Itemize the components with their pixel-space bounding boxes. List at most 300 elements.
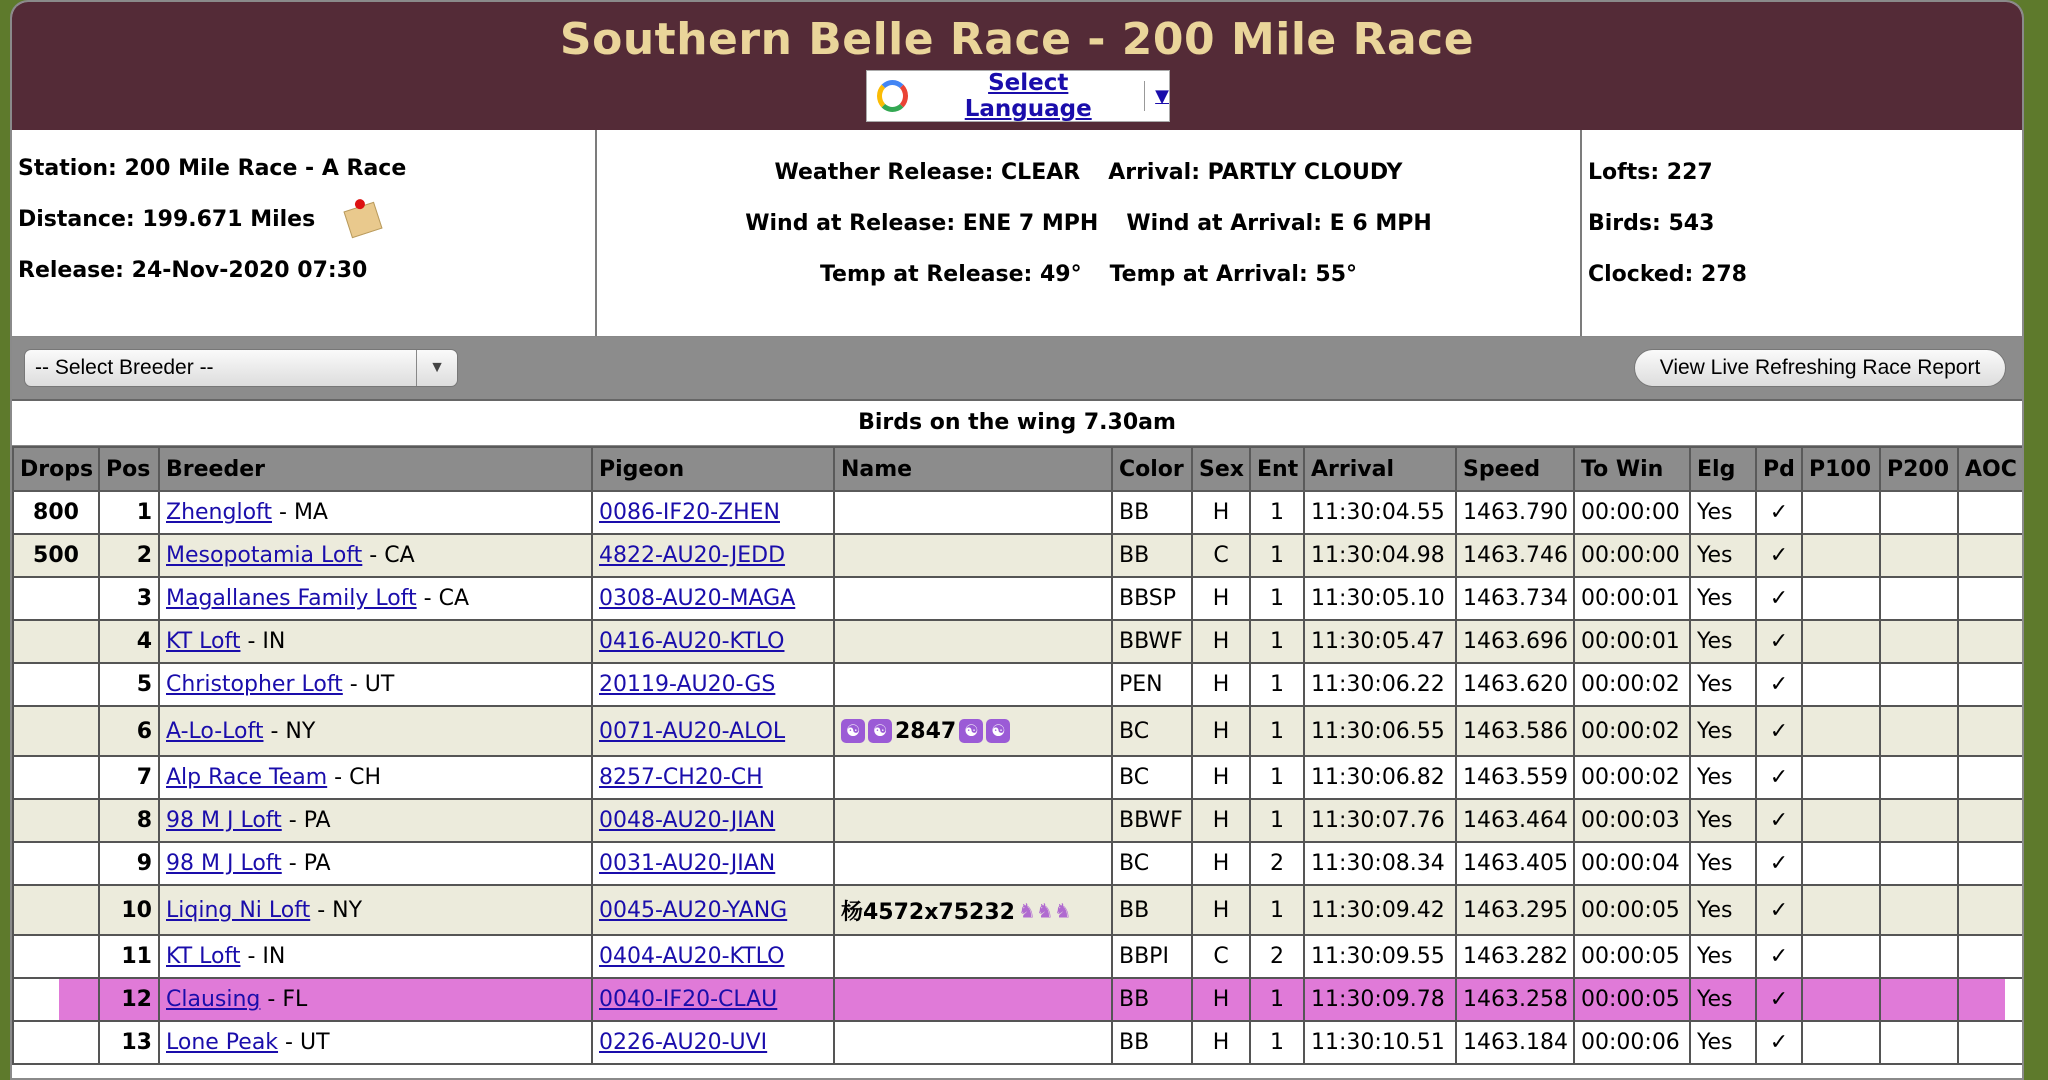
cell-speed: 1463.790 [1456,491,1574,534]
yin-yang-icon: ☯ [986,719,1010,743]
table-row [13,534,2023,577]
distance-label: Distance: 199.671 Miles [18,207,316,232]
table-row [13,756,2023,799]
yin-yang-icon: ☯ [841,719,865,743]
col-to-win[interactable]: To Win [1574,447,1690,491]
cell-sex: H [1192,756,1250,799]
temp-row [597,256,1580,307]
temp-arrival: Temp at Arrival: 55° [1109,262,1358,287]
table-row [13,842,2023,885]
cell-color: BBWF [1112,799,1192,842]
cell-arrival: 11:30:09.55 [1304,935,1456,978]
cell-breeder [159,756,592,799]
cell-p100 [1802,935,1880,978]
cell-pigeon [592,935,834,978]
cell-aoc [1958,885,2023,935]
col-pos[interactable]: Pos [99,447,159,491]
table-row [13,1021,2023,1064]
cell-speed: 1463.620 [1456,663,1574,706]
table-row [13,663,2023,706]
birds-count: Birds: 543 [1588,211,1715,236]
cell-elg: Yes [1690,885,1756,935]
cell-p200 [1880,935,1958,978]
dropdown-arrow-icon[interactable]: ▼ [1155,85,1169,107]
breeder-state: - FL [260,987,308,1012]
cell-pigeon [592,756,834,799]
cell-color: BBPI [1112,935,1192,978]
cell-name [834,978,1112,1021]
cell-to-win: 00:00:00 [1574,491,1690,534]
race-station-info [12,130,597,336]
cell-arrival: 11:30:04.98 [1304,534,1456,577]
cell-pos: 12 [99,978,159,1021]
breeder-link[interactable]: 98 M J Loft [166,851,282,876]
breeder-state: - IN [240,629,286,654]
cell-p200 [1880,620,1958,663]
cell-color: BC [1112,706,1192,756]
language-separator [1144,81,1145,111]
col-speed[interactable]: Speed [1456,447,1574,491]
breeder-link[interactable]: Zhengloft [166,500,273,525]
unicorn-icon: ♞ [1017,898,1036,922]
cell-color: BBWF [1112,620,1192,663]
weather-release: Weather Release: CLEAR [774,160,1081,185]
cell-drops [13,885,99,935]
cell-arrival: 11:30:09.78 [1304,978,1456,1021]
cell-pigeon [592,620,834,663]
cell-aoc [1958,706,2023,756]
release-label: Release: 24-Nov-2020 07:30 [18,258,368,283]
distance-row [18,201,589,252]
cell-ent: 1 [1250,577,1304,620]
cell-drops [13,620,99,663]
cell-breeder [159,577,592,620]
cell-sex: H [1192,663,1250,706]
cell-drops: 800 [13,491,99,534]
cell-sex: H [1192,706,1250,756]
cell-pd: ✓ [1756,978,1802,1021]
cell-pos: 13 [99,1021,159,1064]
cell-breeder [159,663,592,706]
col-color[interactable]: Color [1112,447,1192,491]
clocked-count: Clocked: 278 [1588,262,1747,287]
unicorn-icon: ♞ [1053,898,1072,922]
cell-pd: ✓ [1756,935,1802,978]
cell-arrival: 11:30:06.82 [1304,756,1456,799]
cell-ent: 2 [1250,935,1304,978]
cell-aoc [1958,1021,2023,1064]
cell-pigeon [592,885,834,935]
cell-p200 [1880,842,1958,885]
race-weather-info [597,130,1582,336]
breeder-link[interactable]: A-Lo-Loft [166,718,264,744]
breeder-link[interactable]: KT Loft [166,629,241,654]
cell-breeder [159,978,592,1021]
pigeon-link[interactable]: 8257-CH20-CH [599,765,763,790]
live-report-button[interactable]: View Live Refreshing Race Report [1634,349,2006,387]
breeder-state: - UT [278,1030,330,1055]
cell-pos: 1 [99,491,159,534]
breeder-state: - PA [281,851,331,876]
cell-to-win: 00:00:05 [1574,978,1690,1021]
cell-name [834,885,1112,935]
cell-drops [13,663,99,706]
breeder-link[interactable]: Lone Peak [166,1030,279,1055]
cell-speed: 1463.282 [1456,935,1574,978]
cell-p100 [1802,706,1880,756]
weather-arrival: Arrival: PARTLY CLOUDY [1108,160,1403,185]
cell-to-win: 00:00:06 [1574,1021,1690,1064]
cell-speed: 1463.464 [1456,799,1574,842]
cell-to-win: 00:00:02 [1574,756,1690,799]
cell-ent: 1 [1250,756,1304,799]
cell-elg: Yes [1690,491,1756,534]
wind-release: Wind at Release: ENE 7 MPH [745,211,1099,236]
map-icon[interactable] [343,202,382,239]
cell-pos: 6 [99,706,159,756]
results-table [12,446,2024,1065]
cell-arrival: 11:30:07.76 [1304,799,1456,842]
cell-breeder [159,491,592,534]
pigeon-link[interactable]: 4822-AU20-JEDD [599,543,786,568]
cell-name [834,756,1112,799]
cell-elg: Yes [1690,706,1756,756]
race-report-page [10,0,2024,1080]
cell-pos: 5 [99,663,159,706]
breeder-state: - NY [310,897,363,923]
cell-pd: ✓ [1756,842,1802,885]
cell-name [834,620,1112,663]
cell-ent: 1 [1250,706,1304,756]
cell-p200 [1880,491,1958,534]
cell-ent: 1 [1250,799,1304,842]
breeder-link[interactable]: KT Loft [166,944,241,969]
cell-p200 [1880,663,1958,706]
col-p200[interactable]: P200 [1880,447,1958,491]
breeder-link[interactable]: Mesopotamia Loft [166,543,363,568]
cell-name [834,577,1112,620]
cell-drops: 500 [13,534,99,577]
cell-p100 [1802,756,1880,799]
cell-pigeon [592,706,834,756]
cell-color: BBSP [1112,577,1192,620]
cell-name [834,491,1112,534]
cell-p200 [1880,978,1958,1021]
cell-breeder [159,534,592,577]
cell-color: BC [1112,756,1192,799]
cell-ent: 1 [1250,885,1304,935]
wind-row [597,205,1580,256]
race-title: Southern Belle Race - 200 Mile Race [559,14,1475,65]
table-row [13,491,2023,534]
breeder-state: - CA [362,543,415,568]
cell-drops [13,799,99,842]
cell-p200 [1880,885,1958,935]
breeder-state: - NY [263,718,316,744]
cell-speed: 1463.696 [1456,620,1574,663]
cell-pos: 8 [99,799,159,842]
cell-name [834,534,1112,577]
cell-ent: 1 [1250,663,1304,706]
chevron-down-icon: ▼ [416,350,457,386]
pigeon-link[interactable]: 20119-AU20-GS [599,672,776,697]
cell-sex: C [1192,534,1250,577]
cell-p100 [1802,620,1880,663]
cell-speed: 1463.586 [1456,706,1574,756]
cell-name [834,706,1112,756]
cell-arrival: 11:30:04.55 [1304,491,1456,534]
pigeon-link[interactable]: 0031-AU20-JIAN [599,851,776,876]
cell-elg: Yes [1690,978,1756,1021]
pigeon-link[interactable]: 0416-AU20-KTLO [599,629,785,654]
col-name[interactable]: Name [834,447,1112,491]
col-pd[interactable]: Pd [1756,447,1802,491]
cell-pd: ✓ [1756,663,1802,706]
cell-speed: 1463.559 [1456,756,1574,799]
cell-pigeon [592,663,834,706]
cell-breeder [159,842,592,885]
breeder-state: - CH [327,765,382,790]
cell-pigeon [592,978,834,1021]
cell-to-win: 00:00:04 [1574,842,1690,885]
cell-pd: ✓ [1756,577,1802,620]
pigeon-link[interactable]: 0040-IF20-CLAU [599,987,778,1012]
cell-pos: 11 [99,935,159,978]
cell-sex: H [1192,620,1250,663]
col-ent[interactable]: Ent [1250,447,1304,491]
cell-breeder [159,799,592,842]
cell-aoc [1958,842,2023,885]
cell-sex: H [1192,577,1250,620]
cell-aoc [1958,756,2023,799]
col-pigeon[interactable]: Pigeon [592,447,834,491]
breeder-link[interactable]: Magallanes Family Loft [166,586,417,611]
breeder-state: - PA [281,808,331,833]
cell-speed: 1463.295 [1456,885,1574,935]
race-count-info [1582,130,2022,336]
table-header-row [13,447,2023,491]
cell-pd: ✓ [1756,885,1802,935]
cell-name [834,799,1112,842]
cell-p100 [1802,534,1880,577]
cell-to-win: 00:00:03 [1574,799,1690,842]
breeder-link[interactable]: Christopher Loft [166,672,343,697]
col-arrival[interactable]: Arrival [1304,447,1456,491]
cell-pos: 2 [99,534,159,577]
cell-to-win: 00:00:05 [1574,885,1690,935]
cell-ent: 1 [1250,1021,1304,1064]
unicorn-icon: ♞ [1035,898,1054,922]
cell-pd: ✓ [1756,756,1802,799]
col-aoc[interactable]: AOC [1958,447,2023,491]
breeder-link[interactable]: Clausing [166,987,261,1012]
pigeon-link[interactable]: 0404-AU20-KTLO [599,944,785,969]
col-elg[interactable]: Elg [1690,447,1756,491]
cell-p200 [1880,799,1958,842]
table-row [13,577,2023,620]
cell-color: BB [1112,534,1192,577]
cell-pigeon [592,842,834,885]
cell-pos: 3 [99,577,159,620]
cell-sex: H [1192,1021,1250,1064]
cell-drops [13,706,99,756]
cell-p100 [1802,978,1880,1021]
cell-elg: Yes [1690,534,1756,577]
cell-to-win: 00:00:01 [1574,620,1690,663]
breeder-select-value: -- Select Breeder -- [35,356,214,379]
pigeon-link[interactable]: 0045-AU20-YANG [599,897,788,923]
cell-pos: 10 [99,885,159,935]
cell-breeder [159,885,592,935]
table-row [13,706,2023,756]
cell-pos: 7 [99,756,159,799]
cell-pos: 4 [99,620,159,663]
google-icon [877,80,908,112]
yin-yang-icon: ☯ [959,719,983,743]
cell-pd: ✓ [1756,620,1802,663]
cell-elg: Yes [1690,842,1756,885]
cell-pigeon [592,534,834,577]
yin-yang-icon: ☯ [868,719,892,743]
breeder-state: - IN [240,944,286,969]
cell-aoc [1958,935,2023,978]
pigeon-name: 2847 [895,718,957,744]
cell-elg: Yes [1690,799,1756,842]
cell-p100 [1802,799,1880,842]
breeder-state: - MA [272,500,328,525]
cell-pigeon [592,577,834,620]
cell-breeder [159,706,592,756]
col-breeder[interactable]: Breeder [159,447,592,491]
cell-to-win: 00:00:01 [1574,577,1690,620]
col-p100[interactable]: P100 [1802,447,1880,491]
cell-sex: C [1192,935,1250,978]
cell-ent: 1 [1250,491,1304,534]
cell-arrival: 11:30:08.34 [1304,842,1456,885]
cell-elg: Yes [1690,663,1756,706]
cell-aoc [1958,534,2023,577]
select-language-link[interactable]: Select Language [964,70,1092,122]
cell-p200 [1880,1021,1958,1064]
cell-sex: H [1192,885,1250,935]
table-row [13,620,2023,663]
breeder-select[interactable] [24,349,458,387]
cell-pd: ✓ [1756,1021,1802,1064]
cell-pd: ✓ [1756,706,1802,756]
cell-pigeon [592,491,834,534]
cell-arrival: 11:30:06.55 [1304,706,1456,756]
cell-aoc [1958,978,2023,1021]
cell-p100 [1802,885,1880,935]
cell-p100 [1802,1021,1880,1064]
cell-aoc [1958,799,2023,842]
cell-sex: H [1192,842,1250,885]
breeder-state: - CA [416,586,469,611]
cell-pigeon [592,799,834,842]
cell-drops [13,577,99,620]
cell-color: BB [1112,491,1192,534]
cell-name [834,935,1112,978]
pigeon-link[interactable]: 0071-AU20-ALOL [599,718,786,744]
breeder-state: - UT [342,672,395,697]
breeder-link[interactable]: Liqing Ni Loft [166,897,311,923]
cell-drops [13,978,99,1021]
cell-elg: Yes [1690,935,1756,978]
cell-arrival: 11:30:05.10 [1304,577,1456,620]
cell-pd: ✓ [1756,799,1802,842]
cell-elg: Yes [1690,620,1756,663]
table-caption: Birds on the wing 7.30am [12,401,2022,446]
cell-breeder [159,1021,592,1064]
table-row [13,885,2023,935]
cell-aoc [1958,663,2023,706]
cell-breeder [159,935,592,978]
cell-p100 [1802,577,1880,620]
cell-p100 [1802,491,1880,534]
cell-drops [13,1021,99,1064]
cell-p100 [1802,663,1880,706]
cell-pd: ✓ [1756,491,1802,534]
pigeon-name: 杨4572x75232 [841,899,1015,925]
cell-ent: 1 [1250,534,1304,577]
page-header [12,2,2022,130]
cell-arrival: 11:30:06.22 [1304,663,1456,706]
col-sex[interactable]: Sex [1192,447,1250,491]
cell-pigeon [592,1021,834,1064]
cell-ent: 1 [1250,978,1304,1021]
cell-p100 [1802,842,1880,885]
cell-color: BB [1112,978,1192,1021]
cell-breeder [159,620,592,663]
language-selector[interactable] [866,70,1170,122]
cell-ent: 1 [1250,620,1304,663]
cell-elg: Yes [1690,1021,1756,1064]
breeder-link[interactable]: 98 M J Loft [166,808,282,833]
cell-p200 [1880,577,1958,620]
cell-color: BB [1112,1021,1192,1064]
race-info-panel [12,130,2022,337]
breeder-link[interactable]: Alp Race Team [166,765,328,790]
cell-speed: 1463.734 [1456,577,1574,620]
cell-sex: H [1192,978,1250,1021]
cell-sex: H [1192,799,1250,842]
cell-p200 [1880,756,1958,799]
cell-aoc [1958,620,2023,663]
pigeon-link[interactable]: 0048-AU20-JIAN [599,808,776,833]
cell-elg: Yes [1690,756,1756,799]
lofts-count: Lofts: 227 [1588,160,1713,185]
cell-speed: 1463.184 [1456,1021,1574,1064]
pigeon-link[interactable]: 0086-IF20-ZHEN [599,500,780,525]
cell-color: BB [1112,885,1192,935]
pigeon-link[interactable]: 0308-AU20-MAGA [599,586,796,611]
cell-arrival: 11:30:10.51 [1304,1021,1456,1064]
cell-speed: 1463.746 [1456,534,1574,577]
cell-to-win: 00:00:05 [1574,935,1690,978]
cell-p200 [1880,534,1958,577]
pigeon-link[interactable]: 0226-AU20-UVI [599,1030,768,1055]
cell-arrival: 11:30:05.47 [1304,620,1456,663]
cell-to-win: 00:00:00 [1574,534,1690,577]
cell-color: PEN [1112,663,1192,706]
col-drops[interactable]: Drops [13,447,99,491]
cell-drops [13,842,99,885]
table-row [13,799,2023,842]
cell-drops [13,756,99,799]
weather-row [597,154,1580,205]
report-toolbar [12,337,2022,401]
cell-name [834,842,1112,885]
